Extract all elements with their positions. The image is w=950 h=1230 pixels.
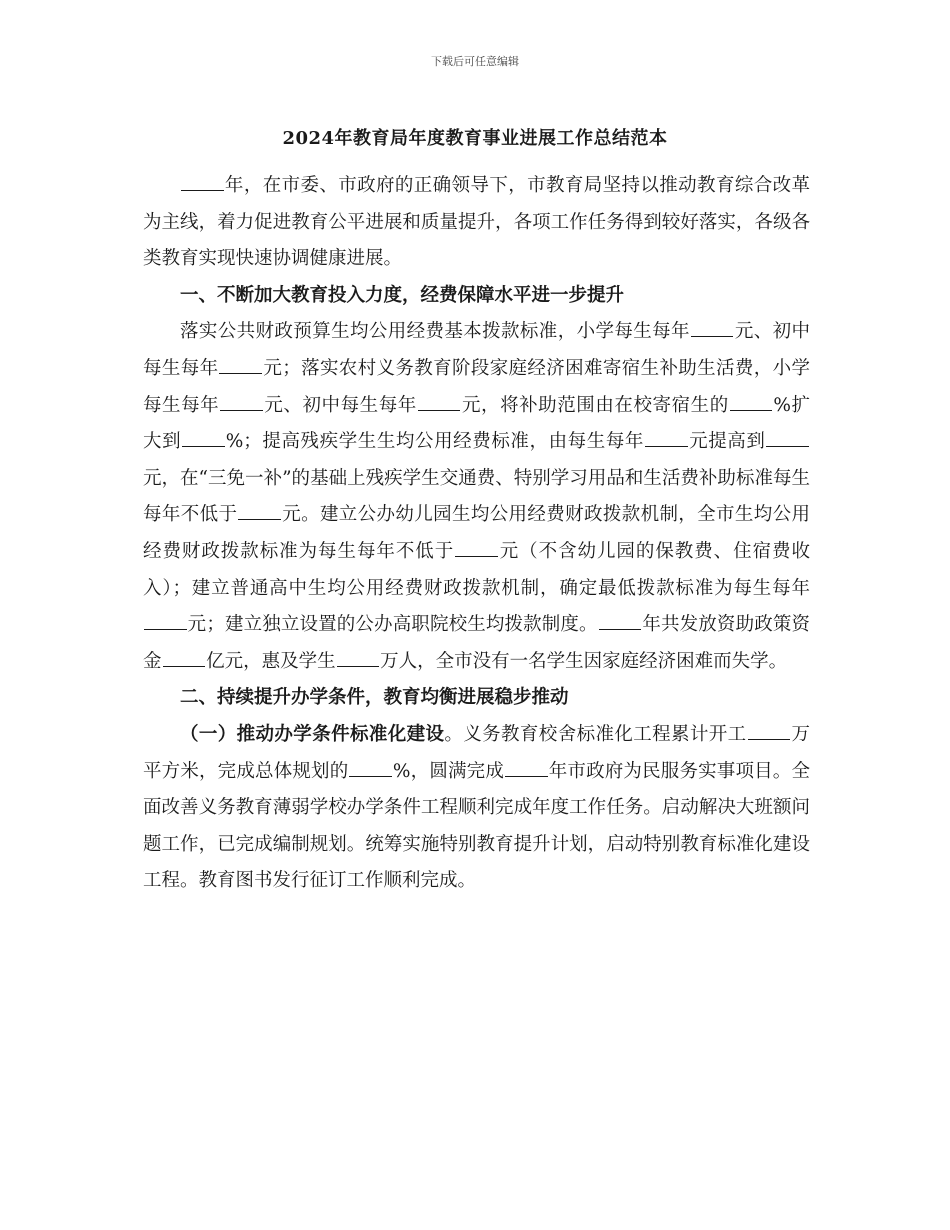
text-run: 元、初中每生每年 <box>263 394 417 416</box>
text-run: 万平方米，完成总体规划的 <box>143 723 810 782</box>
fill-blank <box>349 759 392 777</box>
fill-blank <box>219 356 262 374</box>
fill-blank <box>163 649 206 667</box>
fill-blank <box>144 612 187 630</box>
intro-paragraph <box>143 168 810 278</box>
header-note: 下载后可任意编辑 <box>431 55 519 68</box>
text-run: 年共发放资助政策资金 <box>143 614 810 672</box>
fill-blank <box>182 430 225 448</box>
text-run: %；提高残疾学生生均公用经费标准，由每生每年 <box>225 431 644 453</box>
text-run: 年，在市委、市政府的正确领导下，市教育局坚持以推动教育综合改革为主线，着力促进教育公平进展和质量提升，各项工作任务得到较好落实，各级各类教育实现快速协调健康进展。 <box>143 175 810 270</box>
fill-blank <box>748 722 791 740</box>
document-title: 2024年教育局年度教育事业进展工作总结范本 <box>282 128 668 149</box>
fill-blank <box>220 393 263 411</box>
text-run: %扩大到 <box>143 394 810 453</box>
fill-blank <box>337 649 380 667</box>
text-run: 落实公共财政预算生均公用经费基本拨款标准，小学每生每年 <box>180 321 690 343</box>
fill-blank <box>455 539 498 557</box>
section-heading-1: 一、不断加大教育投入力度，经费保障水平进一步提升 <box>180 284 625 306</box>
text-run: 元，在“三免一补”的基础上残疾学生交通费、特别学习用品和生活费补助标准每生每年不低于 <box>143 467 810 526</box>
text-run: 亿元，惠及学生 <box>206 650 336 672</box>
text-run: 年市政府为民服务实事项目。全面改善义务教育薄弱学校办学条件工程顺利完成年度工作任务。启动解决大班额问题工作，已完成编制规划。统筹实施特别教育提升计划，启动特别教育标准化建设工程。教育图书发行征订工作顺利完成。 <box>143 760 810 892</box>
text-run: %，圆满完成 <box>392 760 505 782</box>
text-run: 元、初中每生每年 <box>143 321 810 379</box>
document-body <box>143 168 810 900</box>
fill-blank <box>730 393 773 411</box>
fill-blank <box>181 173 224 191</box>
fill-blank <box>505 759 548 777</box>
fill-blank <box>691 320 734 338</box>
section1-paragraph <box>143 314 810 680</box>
fill-blank <box>238 503 281 521</box>
section-heading-2: 二、持续提升办学条件，教育均衡进展稳步推动 <box>180 687 569 709</box>
fill-blank <box>599 612 642 630</box>
fill-blank <box>766 430 809 448</box>
fill-blank <box>418 393 461 411</box>
text-run: 。义务教育校舍标准化工程累计开工 <box>444 723 747 745</box>
fill-blank <box>645 430 688 448</box>
section2-paragraph <box>143 717 810 900</box>
text-run: 万人，全市没有一名学生因家庭经济困难而失学。 <box>380 650 788 672</box>
text-run: 元。建立公办幼儿园生均公用经费财政拨款机制，全市生均公用经费财政拨款标准为每生每年不低于 <box>143 504 810 562</box>
text-run: 元，将补助范围由在校寄宿生的 <box>461 394 729 416</box>
text-run: 元；建立独立设置的公办高职院校生均拨款制度。 <box>187 614 598 636</box>
text-run: 元（不含幼儿园的保教费、住宿费收入）；建立普通高中生均公用经费财政拨款机制，确定最低拨款标准为每生每年 <box>143 540 810 599</box>
subsection-label: （一）推动办学条件标准化建设 <box>180 723 445 745</box>
text-run: 元；落实农村义务教育阶段家庭经济困难寄宿生补助生活费，小学每生每年 <box>143 357 810 416</box>
text-run: 元提高到 <box>688 431 766 453</box>
